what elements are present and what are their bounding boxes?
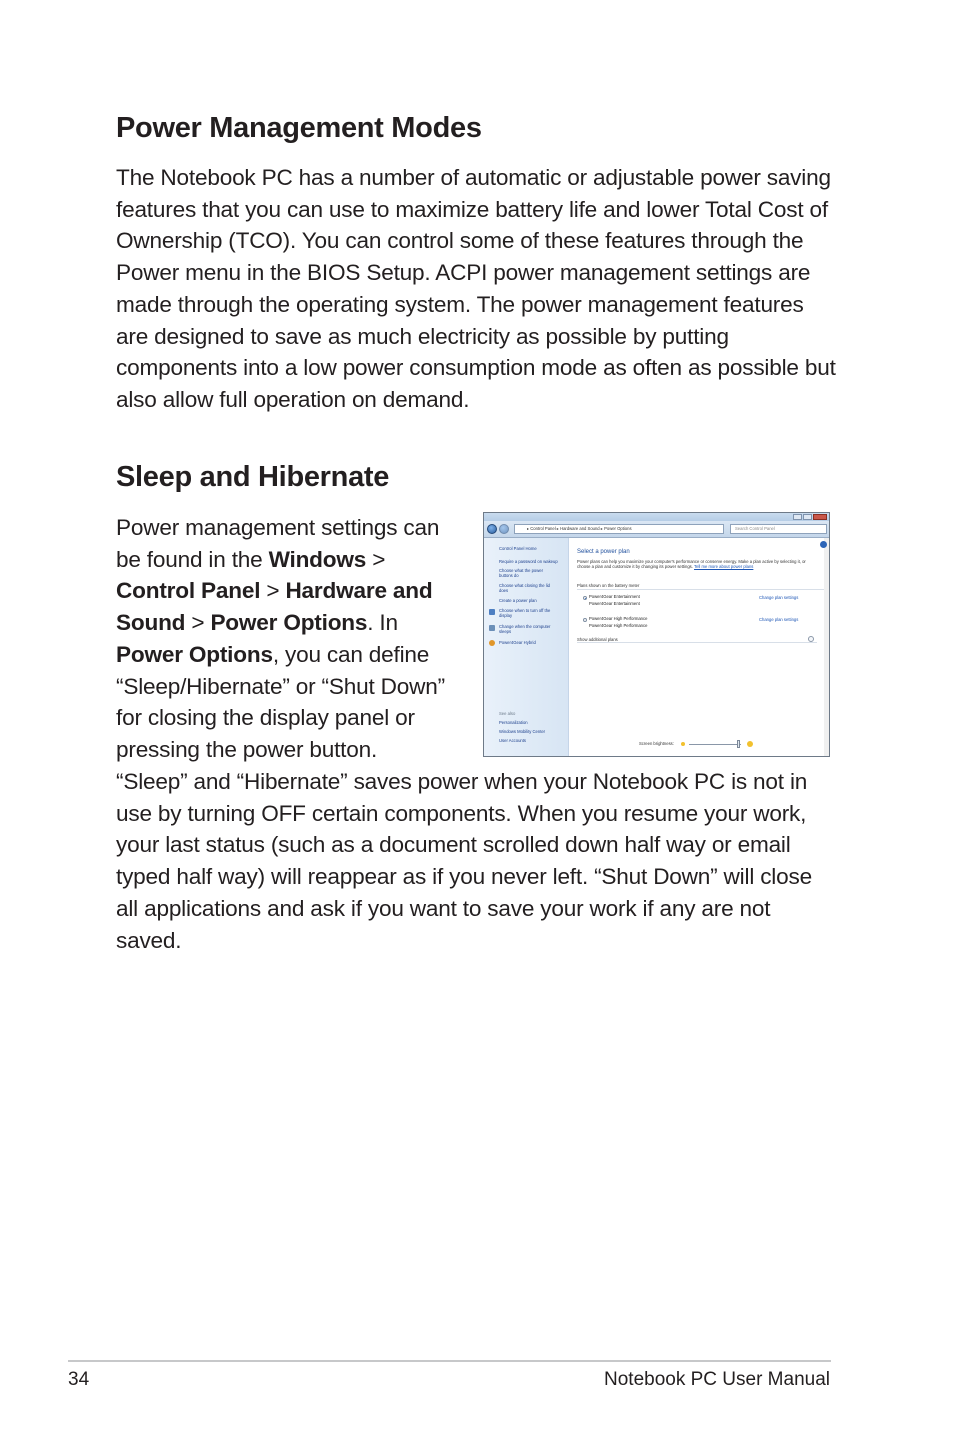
paragraph-sleep-hibernate: “Sleep” and “Hibernate” saves power when your Notebook PC is not in use by turning OFF certain components. When you resume your work, your last status (such as a document scrolled down half way or email typed half way) will reappear as if you never left. “Shut Down” will close all applications and ask if you want to save your work if any are not saved. <box>116 769 812 953</box>
task-link: Change when the computer sleeps <box>499 624 551 634</box>
minimize-icon <box>793 514 802 520</box>
back-arrow-icon <box>487 524 497 534</box>
window-buttons <box>793 514 827 520</box>
brightness-label: Screen brightness: <box>639 741 674 746</box>
see-also-label: See also <box>499 711 516 716</box>
paragraph-power-management: The Notebook PC has a number of automatic or adjustable power saving features that you can use to maximize battery life and lower Total Cost of Ownership (TCO). You can control some of these features through the Power menu in the BIOS Setup. ACPI power management settings are made through the operating system. The power management features are designed to save as much electricity as possible by putting components into a low power consumption mode as often as possible but also allow full operation on demand. <box>116 165 836 412</box>
plan-name: Power4Gear High Performance <box>589 616 648 621</box>
see-also-link: Personalization <box>499 720 528 725</box>
tell-me-more-link: Tell me more about power plans <box>694 564 754 569</box>
power4gear-icon <box>489 640 495 646</box>
description-text: Power plans can help you maximize your computer's performance or conserve energy. Make a plan active by selecting it, or choose a plan and customize it by changing its power settings. <box>577 559 806 569</box>
panel-title: Select a power plan <box>577 549 630 555</box>
display-icon <box>489 609 495 615</box>
window-titlebar <box>484 513 829 521</box>
paragraph-power-options-intro <box>116 512 461 766</box>
see-also-link: Windows Mobility Center <box>499 729 546 734</box>
radio-unselected-icon <box>583 618 587 622</box>
intro-text: . In <box>367 610 398 636</box>
forward-arrow-icon <box>499 524 509 534</box>
brightness-high-icon <box>747 741 753 747</box>
address-toolbar <box>484 521 829 538</box>
plan-name: Power4Gear Entertainment <box>589 594 640 599</box>
panel-description <box>577 559 807 569</box>
task-link: Choose what closing the lid does <box>499 583 550 593</box>
intro-text: > <box>185 610 211 636</box>
plans-header: Plans shown on the battery meter <box>577 583 829 590</box>
task-link: Require a password on wakeup <box>499 559 558 564</box>
brightness-slider <box>689 744 741 745</box>
plan-description: Power4Gear Entertainment <box>589 601 640 606</box>
brightness-low-icon <box>681 742 685 746</box>
task-link: Control Panel Home <box>499 546 537 551</box>
menu-path-hardware-and-sound: Hardware and Sound <box>116 578 433 636</box>
power-plan-panel <box>569 538 829 757</box>
task-link: Choose when to turn off the display <box>499 608 551 618</box>
task-pane <box>484 538 569 757</box>
chevron-down-icon <box>808 636 814 642</box>
menu-path-windows: Windows <box>268 546 367 572</box>
heading-sleep-and-hibernate: Sleep and Hibernate <box>116 461 390 493</box>
radio-selected-icon <box>583 596 587 600</box>
see-also-link: User Accounts <box>499 738 526 743</box>
maximize-icon <box>803 514 812 520</box>
intro-text: , you can define “Sleep/Hibernate” or “Shut Down” for closing the display panel or pressing the power button. <box>116 641 445 762</box>
intro-text: Power management settings can be found in the <box>116 515 440 572</box>
plan-description: Power4Gear High Performance <box>589 623 648 628</box>
footer-rule <box>68 1360 831 1362</box>
scrollbar <box>824 538 829 757</box>
task-link: Create a power plan <box>499 598 537 603</box>
show-additional-plans: Show additional plans <box>577 637 817 643</box>
search-box: Search Control Panel <box>730 524 827 534</box>
task-link: Choose what the power buttons do <box>499 568 543 578</box>
change-plan-settings-link: Change plan settings <box>759 595 799 600</box>
footer-title: Notebook PC User Manual <box>604 1369 830 1390</box>
moon-icon <box>489 625 495 631</box>
intro-text: > <box>260 578 286 604</box>
power-options-screenshot <box>483 512 830 757</box>
brightness-slider-thumb <box>737 740 740 748</box>
power-options-term: Power Options <box>116 641 273 667</box>
close-icon <box>813 514 827 520</box>
page-number: 34 <box>68 1369 90 1390</box>
menu-path-control-panel: Control Panel <box>116 578 261 604</box>
intro-text: > <box>366 546 386 572</box>
task-link: Power4Gear Hybrid <box>499 640 536 645</box>
help-icon <box>820 541 827 548</box>
heading-power-management-modes: Power Management Modes <box>116 112 482 144</box>
address-bar: ▸ Control Panel ▸ Hardware and Sound ▸ Power Options <box>514 524 724 534</box>
change-plan-settings-link: Change plan settings <box>759 617 799 622</box>
menu-path-power-options: Power Options <box>210 610 368 636</box>
